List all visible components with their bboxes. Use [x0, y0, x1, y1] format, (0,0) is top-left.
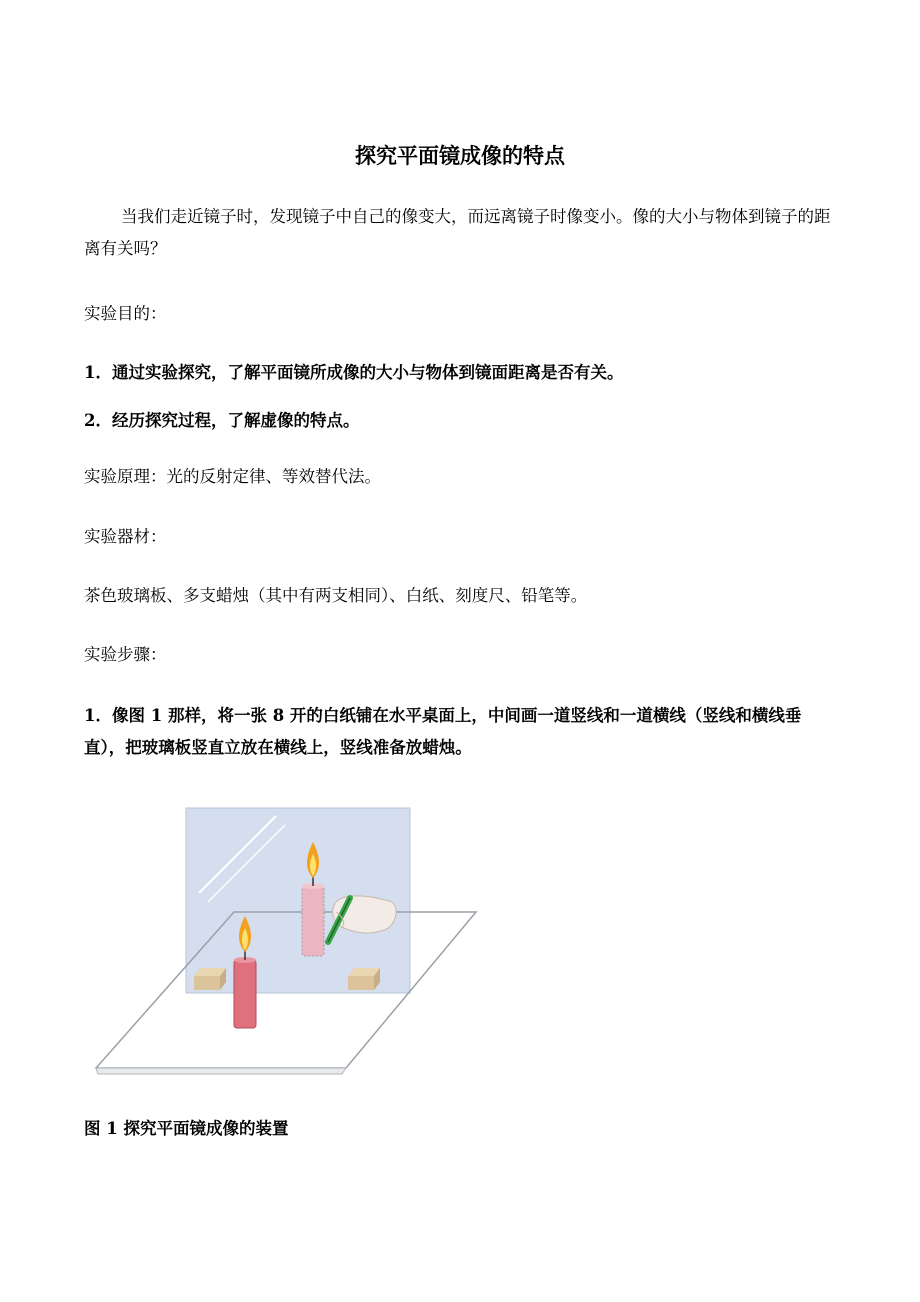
principle-paragraph: 实验原理：光的反射定律、等效替代法。: [84, 467, 381, 486]
white-paper-edge: [96, 1068, 346, 1074]
purpose-heading: 实验目的：: [84, 304, 167, 323]
step-item-1: 1．像图 1 那样，将一张 8 开的白纸铺在水平桌面上，中间画一道竖线和一道横线（竖线和横线垂直），把玻璃板竖直立放在横线上，竖线准备放蜡烛。: [84, 706, 802, 757]
experiment-figure: [84, 798, 484, 1088]
purpose-item-1: 1．通过实验探究，了解平面镜所成像的大小与物体到镜面距离是否有关。: [84, 363, 624, 382]
figure-caption: 图 1 探究平面镜成像的装置: [84, 1119, 289, 1138]
support-block-right: [348, 968, 380, 990]
equipment-list: 茶色玻璃板、多支蜡烛（其中有两支相同）、白纸、刻度尺、铅笔等。: [84, 586, 588, 605]
equipment-heading: 实验器材：: [84, 527, 167, 546]
purpose-item-2: 2．经历探究过程，了解虚像的特点。: [84, 411, 360, 430]
steps-heading: 实验步骤：: [84, 645, 167, 664]
page-title: 探究平面镜成像的特点: [355, 143, 565, 168]
support-block-left: [194, 968, 226, 990]
intro-paragraph: 当我们走近镜子时，发现镜子中自己的像变大，而远离镜子时像变小。像的大小与物体到镜子的距离有关吗？: [84, 207, 831, 258]
